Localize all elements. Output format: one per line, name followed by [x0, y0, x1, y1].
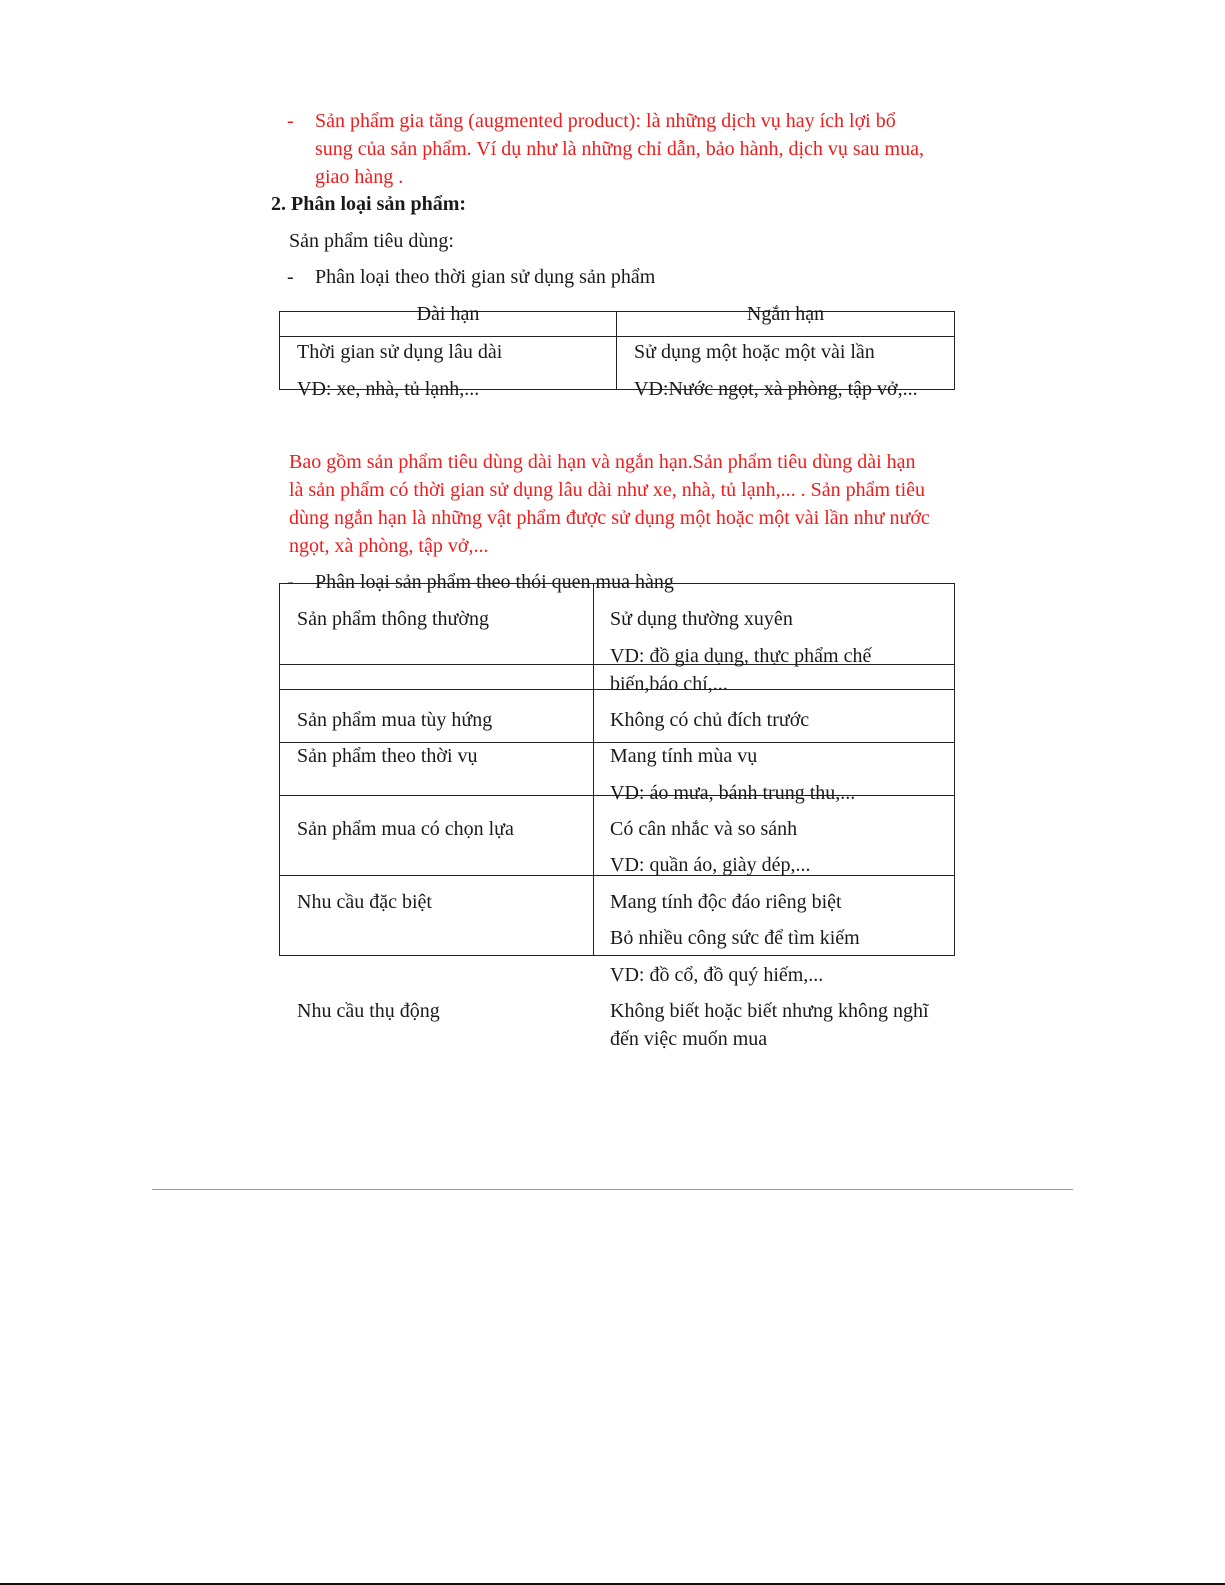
item1-text: Phân loại theo thời gian sử dụng sản phẩm [315, 266, 656, 288]
summary-line-4: ngọt, xà phòng, tập vở,... [289, 535, 489, 557]
table2-label: Sản phẩm mua có chọn lựa [297, 818, 514, 840]
augmented-line-2: sung của sản phẩm. Ví dụ như là những chỉ dẫn, bảo hành, dịch vụ sau mua, [315, 138, 924, 160]
table2-border-bottom [279, 955, 955, 956]
summary-line-3: dùng ngắn hạn là những vật phẩm được sử dụng một hoặc một vài lần như nước [289, 507, 930, 529]
table2-label: Sản phẩm theo thời vụ [297, 745, 478, 767]
summary-line-2: là sản phẩm có thời gian sử dụng lâu dài như xe, nhà, tủ lạnh,... . Sản phẩm tiêu [289, 479, 926, 501]
table2-label: Nhu cầu thụ động [297, 1000, 440, 1022]
table2-desc: Mang tính mùa vụ [610, 745, 758, 767]
table2-border-left [279, 583, 280, 955]
table2-label: Nhu cầu đặc biệt [297, 891, 432, 913]
table2-border-top [279, 583, 955, 584]
table1-cell: Sử dụng một hoặc một vài lần [634, 341, 875, 363]
table2-label: Sản phẩm thông thường [297, 608, 489, 630]
augmented-bullet: - [287, 110, 294, 132]
item2-bullet: - [287, 571, 294, 593]
table1-header-short-term: Ngắn hạn [746, 303, 825, 325]
table1-cell: VD: xe, nhà, tủ lạnh,... [297, 378, 480, 400]
page-separator-line [152, 1189, 1073, 1190]
table1-header-long-term: Dài hạn [416, 303, 480, 325]
table2-desc: VD: đồ gia dụng, thực phẩm chế [610, 645, 872, 667]
table2-desc: biến,báo chí,... [610, 673, 728, 695]
subheading-consumer-products: Sản phẩm tiêu dùng: [289, 230, 454, 252]
table2-desc: Không biết hoặc biết nhưng không nghĩ [610, 1000, 929, 1022]
table2-desc: VD: áo mưa, bánh trung thu,... [610, 782, 856, 804]
item1-bullet: - [287, 266, 294, 288]
table2-desc: đến việc muốn mua [610, 1028, 768, 1050]
item2-text: Phân loại sản phẩm theo thói quen mua hàng [315, 571, 674, 593]
table1-cell: VD:Nước ngọt, xà phòng, tập vở,... [634, 378, 918, 400]
augmented-line-1: Sản phẩm gia tăng (augmented product): là những dịch vụ hay ích lợi bổ [315, 110, 896, 132]
table2-border-middle [593, 583, 594, 955]
table2-desc: Có cân nhắc và so sánh [610, 818, 798, 840]
table2-desc: Không có chủ đích trước [610, 709, 810, 731]
table2-desc: Mang tính độc đáo riêng biệt [610, 891, 842, 913]
table2-desc: Bỏ nhiều công sức để tìm kiếm [610, 927, 860, 949]
table2-desc: Sử dụng thường xuyên [610, 608, 793, 630]
table2-label: Sản phẩm mua tùy hứng [297, 709, 493, 731]
summary-line-1: Bao gồm sản phẩm tiêu dùng dài hạn và ngắn hạn.Sản phẩm tiêu dùng dài hạn [289, 451, 916, 473]
table1-border-right [954, 311, 955, 389]
table1-border-header [279, 336, 955, 337]
augmented-line-3: giao hàng . [315, 166, 404, 188]
table2-desc: VD: đồ cổ, đồ quý hiếm,... [610, 964, 824, 986]
table2-desc: VD: quần áo, giày dép,... [610, 854, 811, 876]
section-heading: 2. Phân loại sản phẩm: [271, 193, 467, 215]
table1-cell: Thời gian sử dụng lâu dài [297, 341, 503, 363]
table2-border-right [954, 583, 955, 955]
